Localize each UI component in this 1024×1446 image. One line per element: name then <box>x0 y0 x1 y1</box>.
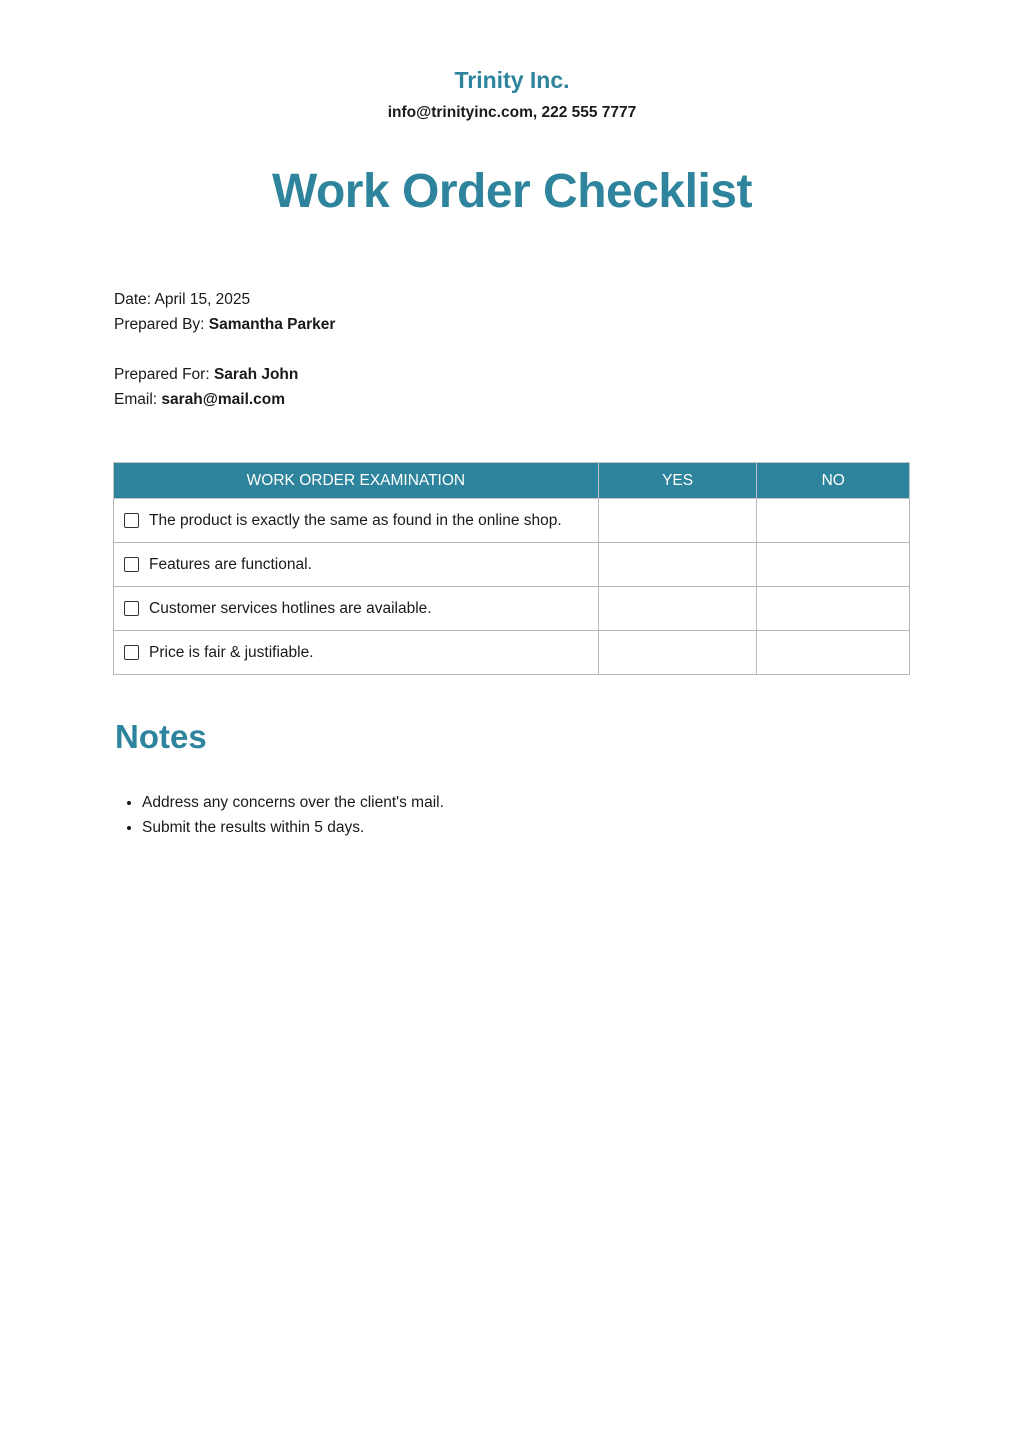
no-cell[interactable] <box>757 543 910 587</box>
item-cell <box>114 631 599 675</box>
item-cell <box>114 543 599 587</box>
meta-block-client <box>114 362 298 412</box>
no-cell[interactable] <box>757 499 910 543</box>
email-value: sarah@mail.com <box>161 391 286 408</box>
date-line <box>114 287 335 312</box>
work-order-table <box>113 462 910 675</box>
item-cell <box>114 499 599 543</box>
notes-heading: Notes <box>115 718 207 755</box>
table-row <box>114 587 910 631</box>
item-cell <box>114 587 599 631</box>
item-text: Features are functional. <box>149 555 312 573</box>
document-title: Work Order Checklist <box>272 165 752 218</box>
table-row <box>114 543 910 587</box>
prepared-for-line <box>114 362 298 387</box>
header-no: NO <box>757 463 910 499</box>
prepared-by-line <box>114 312 335 337</box>
item-text: Customer services hotlines are available. <box>149 599 432 617</box>
meta-block-prepared <box>114 287 335 337</box>
item-checkbox[interactable] <box>124 557 139 572</box>
list-item: • Submit the results within 5 days. <box>142 815 444 840</box>
email-line <box>114 387 298 412</box>
table-header-row <box>114 463 910 499</box>
item-text: Price is fair & justifiable. <box>149 643 314 661</box>
item-checkbox[interactable] <box>124 601 139 616</box>
prepared-for-value: Sarah John <box>213 366 299 383</box>
header-yes: YES <box>598 463 757 499</box>
prepared-for-label: Prepared For: <box>114 366 210 383</box>
prepared-by-label: Prepared By: <box>114 316 205 333</box>
yes-cell[interactable] <box>598 631 757 675</box>
prepared-by-value: Samantha Parker <box>208 316 336 333</box>
date-value: April 15, 2025 <box>154 291 251 308</box>
yes-cell[interactable] <box>598 587 757 631</box>
yes-cell[interactable] <box>598 499 757 543</box>
table-row <box>114 499 910 543</box>
no-cell[interactable] <box>757 587 910 631</box>
company-name: Trinity Inc. <box>454 67 570 93</box>
list-item: • Address any concerns over the client's mail. <box>142 790 444 815</box>
notes-list <box>114 790 444 840</box>
date-label: Date: <box>114 291 152 308</box>
item-checkbox[interactable] <box>124 513 139 528</box>
email-label: Email: <box>114 391 158 408</box>
company-contact: info@trinityinc.com, 222 555 7777 <box>387 104 637 121</box>
item-checkbox[interactable] <box>124 645 139 660</box>
header-examination: WORK ORDER EXAMINATION <box>114 463 599 499</box>
yes-cell[interactable] <box>598 543 757 587</box>
table-row <box>114 631 910 675</box>
item-text: The product is exactly the same as found in the online shop. <box>149 511 562 529</box>
no-cell[interactable] <box>757 631 910 675</box>
